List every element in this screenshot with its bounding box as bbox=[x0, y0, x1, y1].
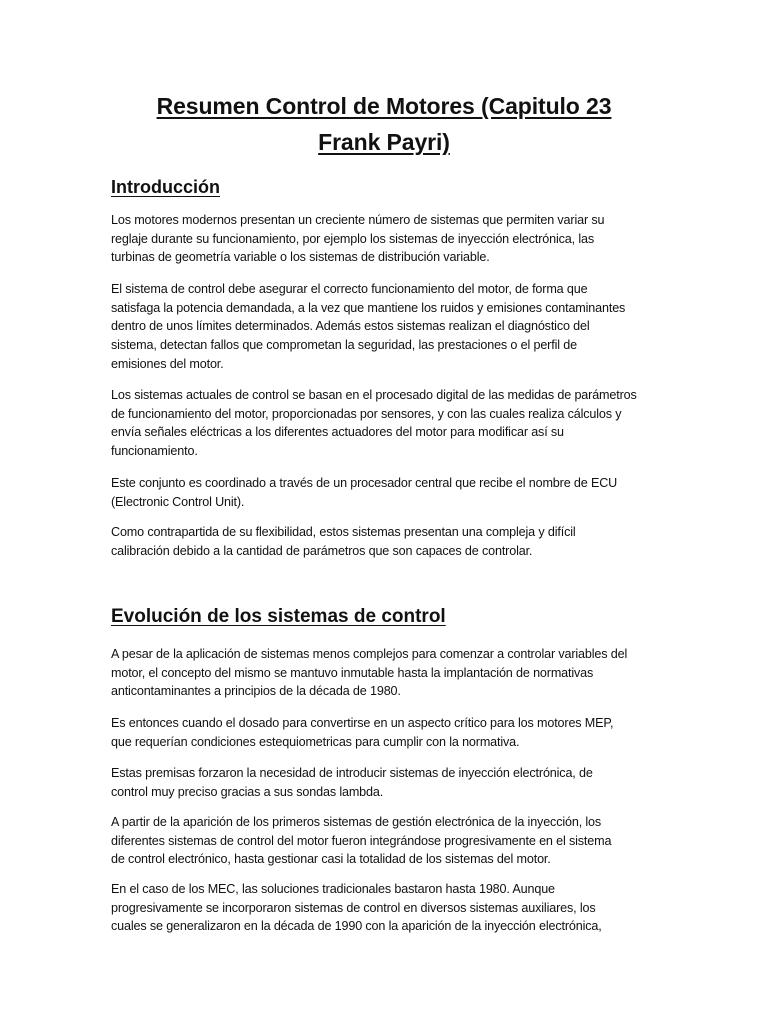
paragraph-line: En el caso de los MEC, las soluciones tradicionales bastaron hasta 1980. Aunque bbox=[111, 882, 555, 896]
paragraph bbox=[111, 880, 671, 936]
paragraph-line: funcionamiento. bbox=[111, 444, 198, 459]
paragraph-line: Los sistemas actuales de control se basan en el procesado digital de las medidas de parámetros bbox=[111, 388, 637, 402]
paragraph-line: control muy preciso gracias a sus sondas lambda. bbox=[111, 784, 384, 799]
document-title-line-2: Frank Payri) bbox=[318, 129, 450, 155]
paragraph-line: satisfaga la potencia demandada, a la vez que mantiene los ruidos y emisiones contaminantes bbox=[111, 300, 626, 315]
section-heading-introduccion: Introducción bbox=[111, 177, 220, 197]
paragraph bbox=[111, 764, 671, 801]
paragraph-line: cuales se generalizaron en la década de 1990 con la aparición de la inyección electrónica, bbox=[111, 919, 602, 934]
paragraph-line: envía señales eléctricas a los diferentes actuadores del motor para modificar así su bbox=[111, 425, 564, 440]
paragraph-line: Como contrapartida de su flexibilidad, estos sistemas presentan una compleja y difícil bbox=[111, 525, 576, 539]
paragraph bbox=[111, 813, 671, 869]
paragraph-line: de control electrónico, hasta gestionar casi la totalidad de los sistemas del motor. bbox=[111, 852, 551, 867]
paragraph-line: Este conjunto es coordinado a través de un procesador central que recibe el nombre de ECU bbox=[111, 476, 618, 490]
paragraph-line: de funcionamiento del motor, proporcionadas por sensores, y con las cuales realiza cálculos y bbox=[111, 406, 622, 421]
paragraph-line: progresivamente se incorporaron sistemas de control en diversos sistemas auxiliares, los bbox=[111, 900, 596, 915]
paragraph-line: A partir de la aparición de los primeros sistemas de gestión electrónica de la inyección, los bbox=[111, 815, 602, 829]
document-title-line-1: Resumen Control de Motores (Capitulo 23 bbox=[156, 93, 612, 119]
paragraph-line: motor, el concepto del mismo se mantuvo inmutable hasta la implantación de normativas bbox=[111, 665, 594, 680]
paragraph-line: diferentes sistemas de control del motor fueron integrándose progresivamente en el sistema bbox=[111, 833, 612, 848]
paragraph bbox=[111, 280, 671, 374]
paragraph bbox=[111, 523, 671, 560]
paragraph-line: anticontaminantes a principios de la década de 1980. bbox=[111, 684, 401, 699]
paragraph-line: Los motores modernos presentan un creciente número de sistemas que permiten variar su bbox=[111, 213, 605, 227]
document-title bbox=[60, 88, 708, 160]
paragraph bbox=[111, 211, 671, 267]
paragraph bbox=[111, 474, 671, 511]
paragraph bbox=[111, 645, 671, 701]
paragraph-line: reglaje durante su funcionamiento, por ejemplo los sistemas de inyección electrónica, las bbox=[111, 231, 594, 246]
paragraph-line: sistema, detectan fallos que comprometan la seguridad, las prestaciones o el perfil de bbox=[111, 338, 577, 353]
paragraph-line: dentro de unos límites determinados. Además estos sistemas realizan el diagnóstico del bbox=[111, 319, 590, 334]
paragraph-line: emisiones del motor. bbox=[111, 356, 224, 371]
paragraph-line: turbinas de geometría variable o los sistemas de distribución variable. bbox=[111, 250, 490, 265]
paragraph bbox=[111, 386, 671, 461]
section-heading-evolucion: Evolución de los sistemas de control bbox=[111, 606, 446, 627]
paragraph-line: A pesar de la aplicación de sistemas menos complejos para comenzar a controlar variables del bbox=[111, 647, 628, 661]
paragraph-line: (Electronic Control Unit). bbox=[111, 494, 245, 509]
paragraph-line: calibración debido a la cantidad de parámetros que son capaces de controlar. bbox=[111, 543, 533, 558]
paragraph-line: que requerían condiciones estequiometricas para cumplir con la normativa. bbox=[111, 734, 520, 749]
paragraph-line: Es entonces cuando el dosado para convertirse en un aspecto crítico para los motores MEP, bbox=[111, 716, 614, 730]
paragraph-line: El sistema de control debe asegurar el correcto funcionamiento del motor, de forma que bbox=[111, 282, 588, 296]
paragraph bbox=[111, 714, 671, 751]
paragraph-line: Estas premisas forzaron la necesidad de introducir sistemas de inyección electrónica, de bbox=[111, 766, 593, 780]
